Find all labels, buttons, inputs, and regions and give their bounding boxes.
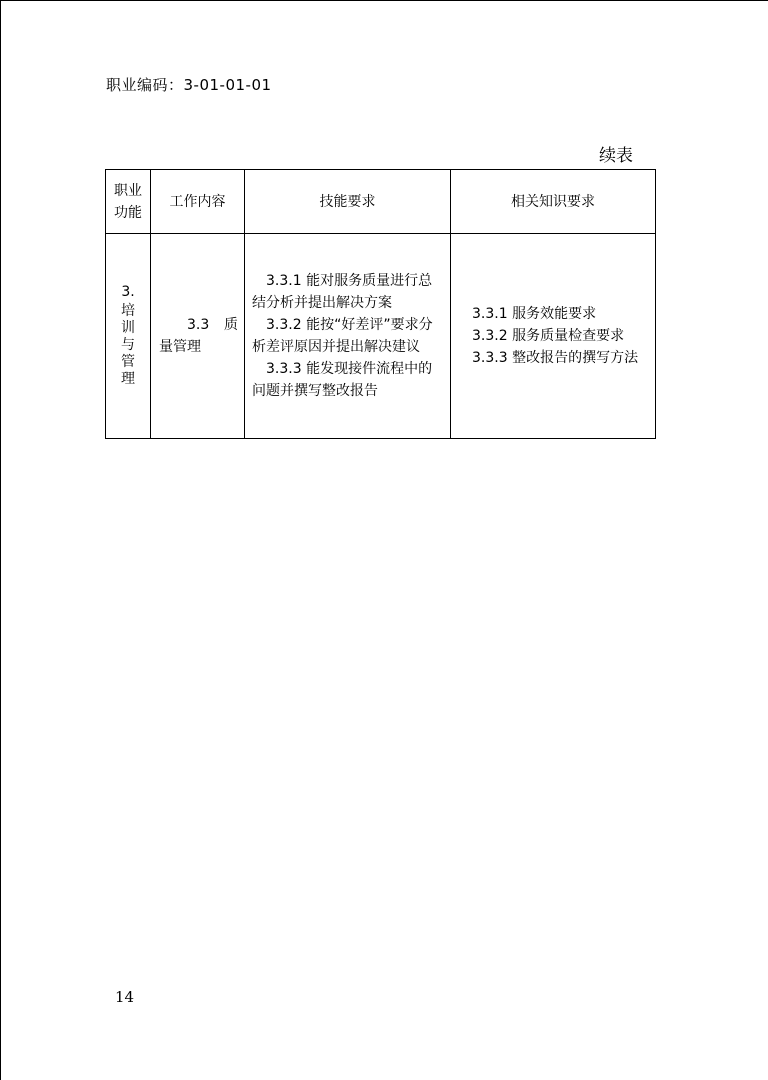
skill-item: 3.3.3 能发现接件流程中的问题并撰写整改报告	[252, 361, 433, 399]
table-row	[106, 234, 656, 439]
continued-label: 续表	[599, 146, 633, 166]
header-skills: 技能要求	[245, 170, 451, 234]
knowledge-item: 3.3.1 服务效能要求	[472, 306, 597, 322]
skills-cell	[245, 234, 451, 439]
header-function	[106, 170, 151, 234]
header-function-label: 职业 功能	[114, 182, 142, 221]
knowledge-item: 3.3.3 整改报告的撰写方法	[472, 350, 639, 366]
function-cell	[106, 234, 151, 439]
function-number: 3.	[121, 283, 135, 300]
skill-item: 3.3.2 能按“好差评”要求分析差评原因并提出解决建议	[252, 317, 433, 355]
knowledge-cell	[451, 234, 656, 439]
work-content-cell	[151, 234, 245, 439]
function-name: 培训与管理	[121, 302, 135, 387]
table-header-row	[106, 170, 656, 234]
work-content-text: 3.3 质量管理	[159, 317, 238, 355]
header-work-content: 工作内容	[151, 170, 245, 234]
occupation-code: 职业编码：3-01-01-01	[106, 76, 272, 94]
skill-item: 3.3.1 能对服务质量进行总结分析并提出解决方案	[252, 273, 433, 311]
header-knowledge: 相关知识要求	[451, 170, 656, 234]
page-number: 14	[115, 988, 135, 1006]
knowledge-item: 3.3.2 服务质量检查要求	[472, 328, 625, 344]
skills-table	[105, 169, 656, 439]
